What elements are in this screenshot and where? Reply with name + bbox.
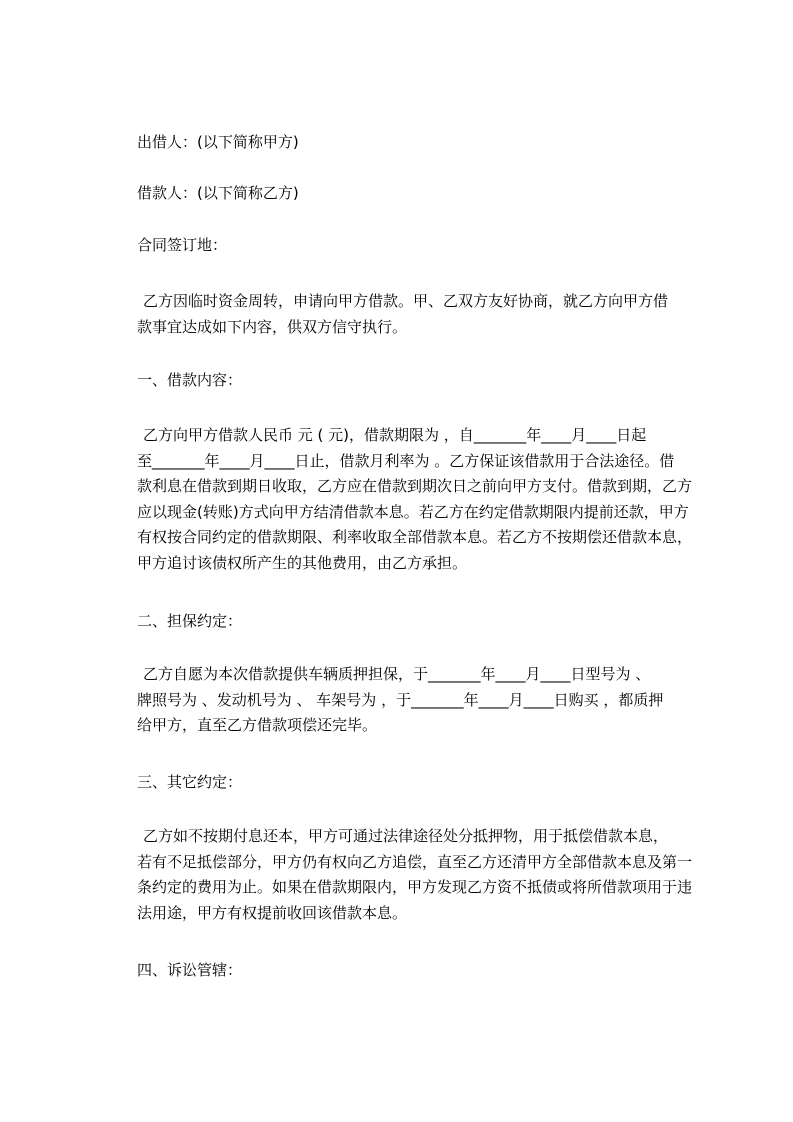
section2-paragraph <box>137 662 701 739</box>
intro-line: 款事宜达成如下内容，供双方信守执行。 <box>137 317 408 336</box>
section1-title: 一、借款内容： <box>137 371 243 389</box>
section3-line: 条约定的费用为止。如果在借款期限内，甲方发现乙方资不抵债或将所借款项用于违 <box>137 878 693 897</box>
intro-paragraph <box>137 289 701 340</box>
section1-line: 甲方追讨该债权所产生的其他费用，由乙方承担。 <box>137 553 468 572</box>
section3-title: 三、其它约定： <box>137 773 243 791</box>
sign-place-line: 合同签订地： <box>137 236 228 254</box>
section2-line: 牌照号为 、发动机号为 、 车架号为 ，于_______年____月____日购买 ，都质押 <box>137 690 664 709</box>
section2-title: 二、担保约定： <box>137 612 243 630</box>
section1-line: 至_______年____月____日止，借款月利率为 。乙方保证该借款用于合法途径。借 <box>137 451 675 470</box>
intro-line: 乙方因临时资金周转，申请向甲方借款。甲、乙双方友好协商，就乙方向甲方借 <box>143 292 669 310</box>
section3-line: 法用途，甲方有权提前收回该借款本息。 <box>137 903 408 922</box>
section4-title: 四、诉讼管辖： <box>137 961 243 979</box>
section3-line: 若有不足抵偿部分，甲方仍有权向乙方追偿，直至乙方还清甲方全部借款本息及第一 <box>137 852 693 871</box>
lender-line: 出借人：(以下简称甲方) <box>137 133 299 151</box>
borrower-line: 借款人：(以下简称乙方) <box>137 184 299 202</box>
section3-paragraph <box>137 824 701 926</box>
section2-line: 乙方自愿为本次借款提供车辆质押担保，于_______年____月____日型号为 、 <box>143 665 651 683</box>
section3-line: 乙方如不按期付息还本，甲方可通过法律途径处分抵押物，用于抵偿借款本息， <box>143 827 669 845</box>
section1-line: 应以现金(转账)方式向甲方结清借款本息。若乙方在约定借款期限内提前还款，甲方 <box>137 502 689 521</box>
section1-paragraph <box>137 423 701 577</box>
section1-line: 有权按合同约定的借款期限、利率收取全部借款本息。若乙方不按期偿还借款本息， <box>137 528 693 547</box>
section1-line: 款利息在借款到期日收取，乙方应在借款到期次日之前向甲方支付。借款到期，乙方 <box>137 477 693 496</box>
section1-line: 乙方向甲方借款人民币 元 ( 元)，借款期限为 ，自_______年____月____日起 <box>143 426 647 444</box>
section2-line: 给甲方，直至乙方借款项偿还完毕。 <box>137 716 378 735</box>
